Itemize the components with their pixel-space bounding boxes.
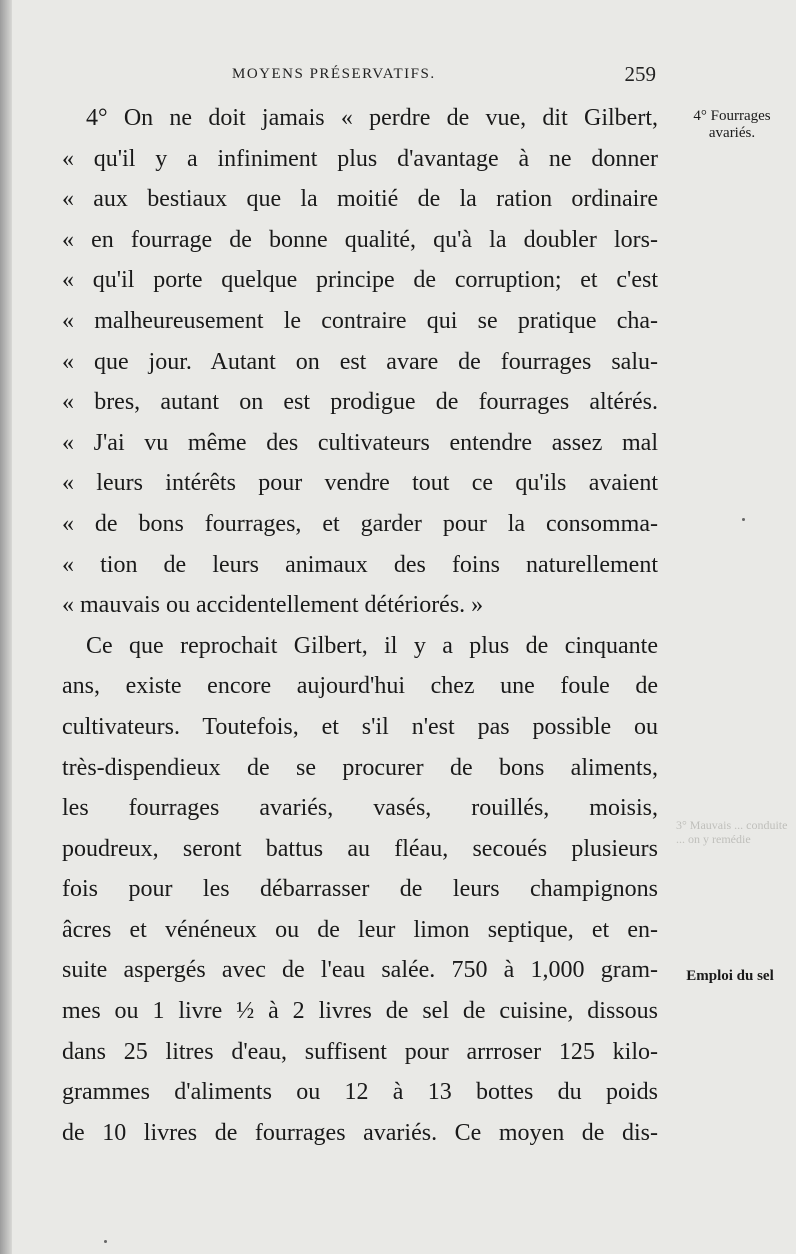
bleed-through-text: 3° Mauvais ... conduite ... on y remédie xyxy=(676,818,788,846)
page-edge-shadow xyxy=(0,0,12,1254)
text-line: dans 25 litres d'eau, suffisent pour arrroser 125 kilo- xyxy=(62,1038,658,1065)
text-line: « aux bestiaux que la moitié de la ration ordinaire xyxy=(62,186,658,213)
text-line: poudreux, seront battus au fléau, secoués plusieurs xyxy=(62,835,658,862)
text-line: Ce que reprochait Gilbert, il y a plus de cinquante xyxy=(86,632,658,659)
text-line: « qu'il porte quelque principe de corruption; et c'est xyxy=(62,267,658,294)
text-line: « malheureusement le contraire qui se pratique cha- xyxy=(62,307,658,334)
ink-speck xyxy=(742,518,745,521)
text-line: grammes d'aliments ou 12 à 13 bottes du poids xyxy=(62,1079,658,1106)
text-line: « de bons fourrages, et garder pour la consomma- xyxy=(62,510,658,537)
margin-note-fourrages-avaries: 4° Fourrages avariés. xyxy=(693,108,771,141)
text-line: les fourrages avariés, vasés, rouillés, moisis, xyxy=(62,795,658,822)
margin-note-emploi-du-sel: Emploi du sel xyxy=(686,968,774,984)
ink-speck xyxy=(104,1240,107,1243)
text-line: « mauvais ou accidentellement détériorés. » xyxy=(62,592,484,619)
page-header xyxy=(232,64,656,88)
text-line: âcres et vénéneux ou de leur limon septique, et en- xyxy=(62,916,658,943)
page-number: 259 xyxy=(624,62,656,86)
text-line: ans, existe encore aujourd'hui chez une foule de xyxy=(62,673,658,700)
text-line: de 10 livres de fourrages avariés. Ce moyen de dis- xyxy=(62,1119,658,1146)
text-line: très-dispendieux de se procurer de bons aliments, xyxy=(62,754,658,781)
text-line: suite aspergés avec de l'eau salée. 750 à 1,000 gram- xyxy=(62,957,658,984)
text-line: « qu'il y a infiniment plus d'avantage à ne donner xyxy=(62,145,658,172)
text-line: « leurs intérêts pour vendre tout ce qu'ils avaient xyxy=(62,470,658,497)
text-line: 4° On ne doit jamais « perdre de vue, dit Gilbert, xyxy=(86,105,658,131)
text-line: fois pour les débarrasser de leurs champignons xyxy=(62,876,658,903)
text-line: cultivateurs. Toutefois, et s'il n'est pas possible ou xyxy=(62,713,658,740)
text-line: « que jour. Autant on est avare de fourrages salu- xyxy=(62,348,658,375)
text-line: « bres, autant on est prodigue de fourrages altérés. xyxy=(62,389,658,416)
text-line: mes ou 1 livre ½ à 2 livres de sel de cuisine, dissous xyxy=(62,998,658,1025)
text-line: « en fourrage de bonne qualité, qu'à la doubler lors- xyxy=(62,226,658,253)
text-line: « tion de leurs animaux des foins naturellement xyxy=(62,551,658,578)
text-line: « J'ai vu même des cultivateurs entendre assez mal xyxy=(62,429,658,456)
body-text xyxy=(62,98,658,1153)
running-title: MOYENS PRÉSERVATIFS. xyxy=(232,66,436,82)
